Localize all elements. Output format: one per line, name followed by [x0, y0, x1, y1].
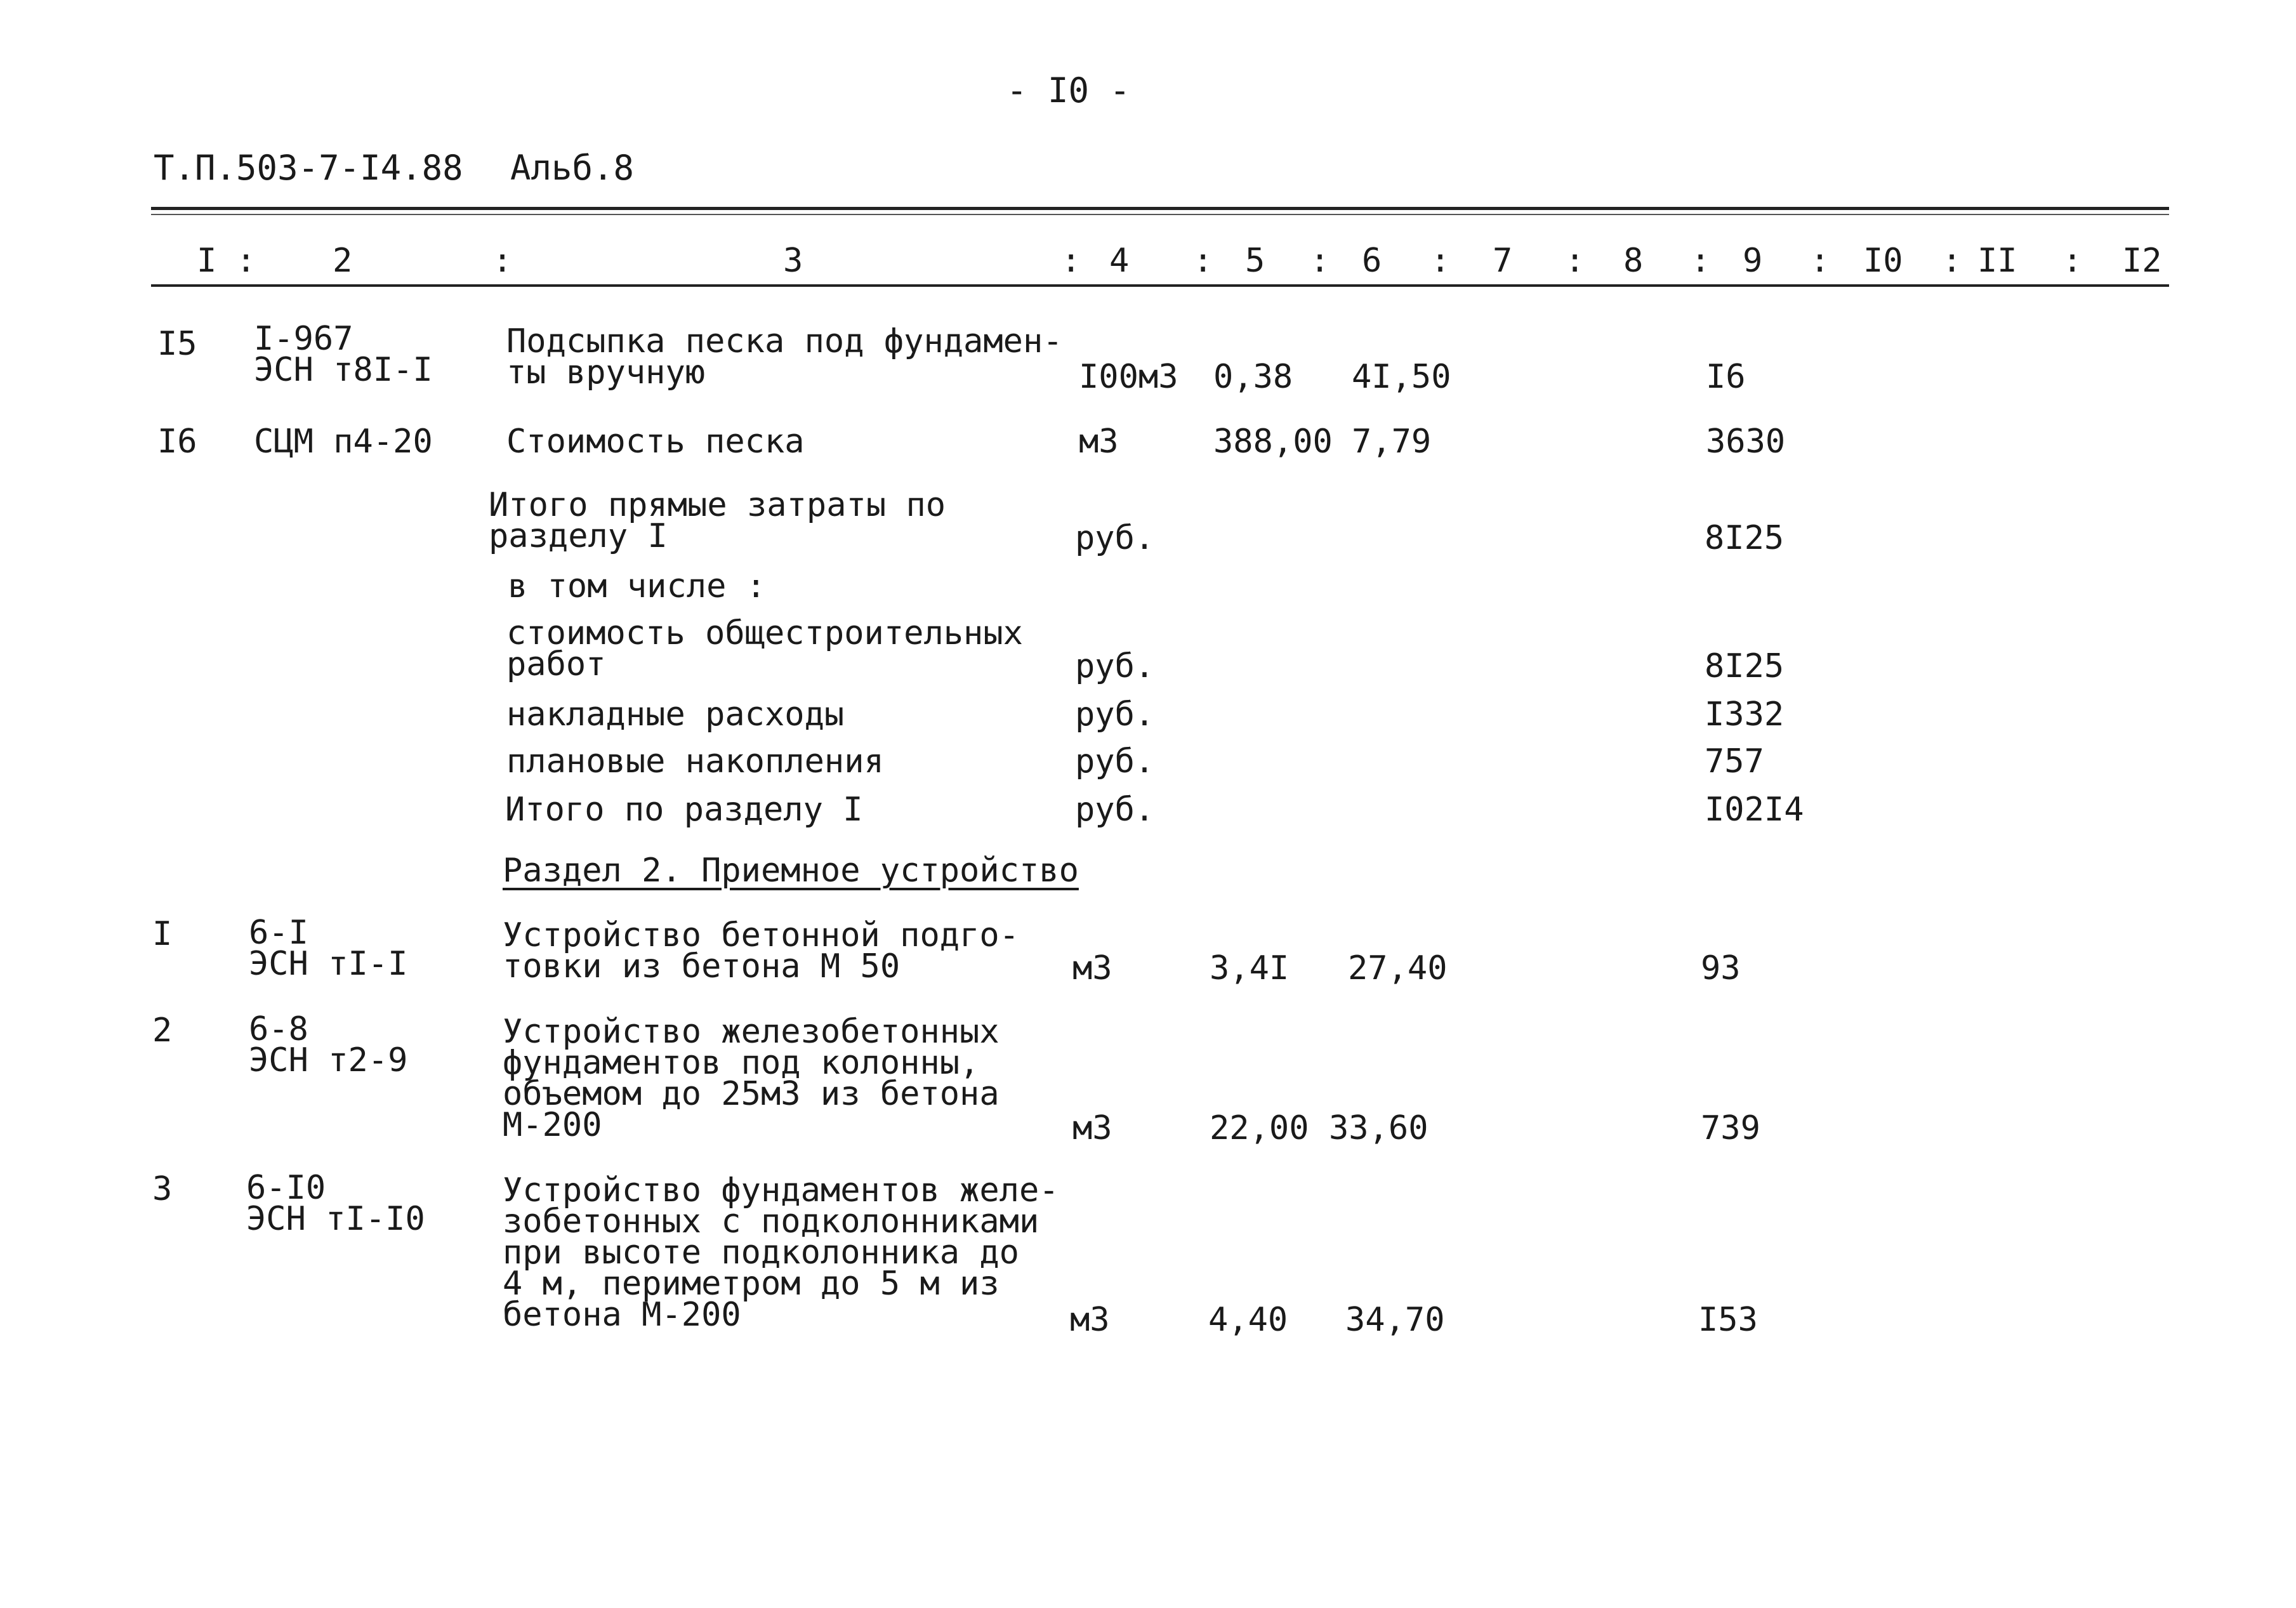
- header-top-rule: [151, 207, 2169, 210]
- row-description: Устройство фундаментов желе- зобетонных с подколонниками при высоте подколонника до 4 м, периметром до 5 м из бетона М-200: [503, 1171, 1059, 1334]
- summary-unit: руб.: [1075, 742, 1155, 781]
- row-total: 93: [1701, 949, 1741, 987]
- row-description: Устройство железобетонных фундаментов под колонны, объемом до 25м3 из бетона М-200: [503, 1013, 1000, 1144]
- row-code: I-967 ЭСН т8I-I: [254, 320, 433, 389]
- row-unit: м3: [1079, 423, 1119, 461]
- summary-planned-savings: плановые накопления: [506, 742, 884, 781]
- summary-overhead: накладные расходы: [506, 695, 845, 734]
- col-separator: :: [1193, 242, 1213, 280]
- col-header-5: 5: [1245, 242, 1265, 280]
- row-code: СЦМ п4-20: [254, 423, 433, 461]
- col-header-8: 8: [1623, 242, 1644, 280]
- summary-total: 8I25: [1705, 519, 1785, 557]
- summary-general-construction: стоимость общестроительных работ: [506, 614, 1023, 683]
- summary-section-total: Итого по разделу I: [505, 791, 863, 829]
- col-separator: :: [492, 242, 513, 280]
- col-header-9: 9: [1743, 242, 1763, 280]
- row-description: Стоимость песка: [506, 423, 805, 461]
- col-header-7: 7: [1493, 242, 1513, 280]
- row-unit: м3: [1072, 1109, 1112, 1147]
- row-number: I: [152, 915, 173, 953]
- row-code: 6-I ЭСН тI-I: [249, 914, 408, 983]
- col-separator: :: [1691, 242, 1711, 280]
- col-header-3: 3: [783, 242, 803, 280]
- row-unit-price: 33,60: [1329, 1109, 1428, 1147]
- col-header-11: II: [1977, 242, 2017, 280]
- col-header-10: I0: [1863, 242, 1903, 280]
- section-title: Раздел 2. Приемное устройство: [503, 852, 1079, 890]
- row-unit-price: 34,70: [1345, 1301, 1445, 1339]
- document-code: Т.П.503-7-I4.88: [154, 148, 463, 188]
- summary-total: 8I25: [1705, 647, 1785, 685]
- row-unit: м3: [1072, 949, 1112, 987]
- summary-unit: руб.: [1075, 647, 1155, 685]
- row-description: Устройство бетонной подго- товки из бетона М 50: [503, 916, 1019, 985]
- summary-direct-costs: Итого прямые затраты по разделу I: [489, 486, 946, 555]
- row-code: 6-I0 ЭСН тI-I0: [246, 1169, 425, 1238]
- row-total: 3630: [1706, 423, 1786, 461]
- row-number: I6: [157, 423, 197, 461]
- summary-total: I02I4: [1705, 791, 1804, 829]
- summary-including: в том числе :: [508, 567, 766, 605]
- col-separator: :: [1942, 242, 1962, 280]
- col-header-6: 6: [1362, 242, 1382, 280]
- row-unit: I00м3: [1079, 358, 1178, 396]
- col-separator: :: [236, 242, 256, 280]
- row-quantity: 0,38: [1213, 358, 1293, 396]
- summary-unit: руб.: [1075, 695, 1155, 734]
- header-top-rule-inner: [151, 214, 2169, 215]
- row-total: 739: [1701, 1109, 1760, 1147]
- row-description: Подсыпка песка под фундамен- ты вручную: [506, 322, 1063, 392]
- row-quantity: 388,00: [1213, 423, 1333, 461]
- summary-unit: руб.: [1075, 519, 1155, 557]
- row-quantity: 22,00: [1210, 1109, 1309, 1147]
- album-label: Альб.8: [510, 148, 635, 188]
- row-quantity: 3,4I: [1210, 949, 1290, 987]
- col-header-12: I2: [2122, 242, 2162, 280]
- col-separator: :: [1565, 242, 1585, 280]
- row-unit-price: 7,79: [1352, 423, 1432, 461]
- col-separator: :: [2062, 242, 2083, 280]
- header-bottom-rule: [151, 284, 2169, 287]
- row-number: I5: [157, 325, 197, 363]
- row-unit-price: 4I,50: [1352, 358, 1451, 396]
- summary-unit: руб.: [1075, 791, 1155, 829]
- row-unit-price: 27,40: [1348, 949, 1448, 987]
- row-total: I6: [1706, 358, 1746, 396]
- col-separator: :: [1810, 242, 1830, 280]
- row-number: 3: [152, 1170, 173, 1208]
- row-code: 6-8 ЭСН т2-9: [249, 1010, 408, 1079]
- col-header-2: 2: [333, 242, 353, 280]
- page-number: - I0 -: [1006, 70, 1131, 110]
- row-number: 2: [152, 1012, 173, 1050]
- col-separator: :: [1061, 242, 1081, 280]
- col-header-1: I: [197, 242, 217, 280]
- summary-total: I332: [1705, 695, 1785, 734]
- summary-total: 757: [1705, 742, 1764, 781]
- col-header-4: 4: [1109, 242, 1130, 280]
- row-total: I53: [1698, 1301, 1758, 1339]
- col-separator: :: [1310, 242, 1330, 280]
- row-unit: м3: [1070, 1301, 1110, 1339]
- col-separator: :: [1430, 242, 1451, 280]
- row-quantity: 4,40: [1208, 1301, 1288, 1339]
